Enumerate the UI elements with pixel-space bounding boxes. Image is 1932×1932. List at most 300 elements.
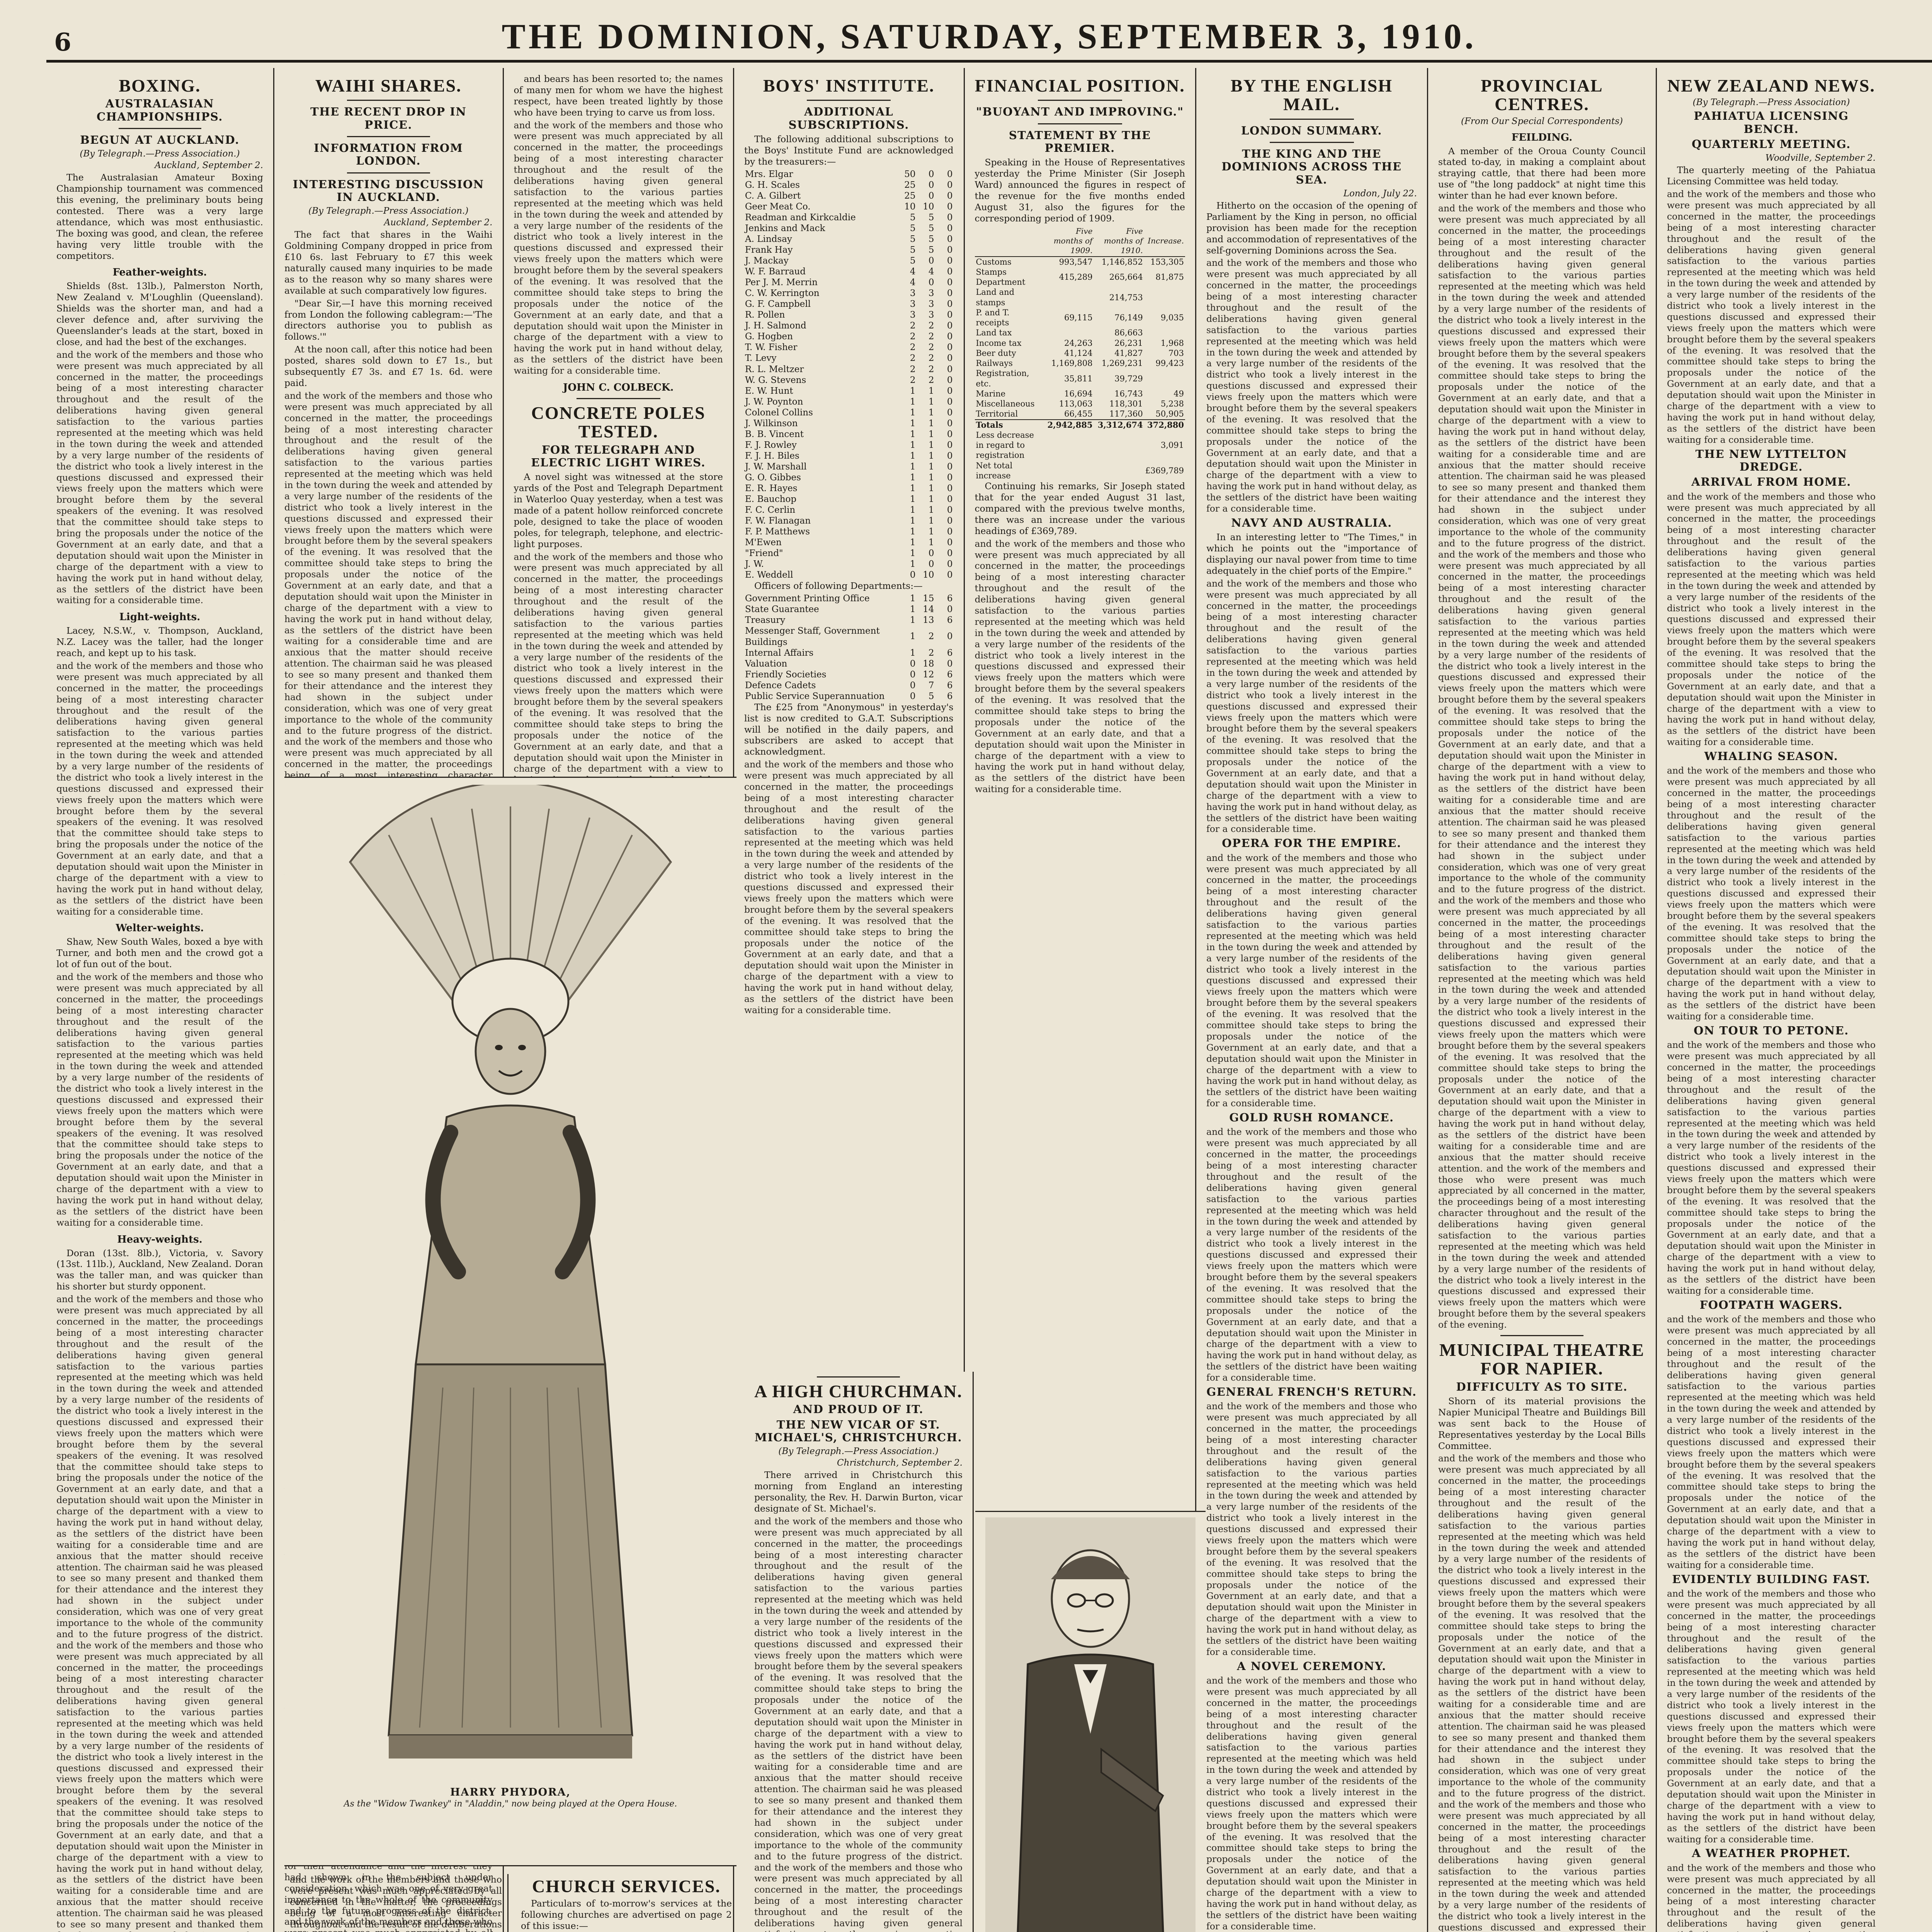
revenue-column-header: Five months of 1910. [1094,226,1144,257]
subscription-row [744,429,954,440]
article-body [1667,1314,1876,1570]
revenue-row [975,461,1185,481]
amount-cell: 1 [928,516,934,526]
article-subhead: FOR TELEGRAPH AND ELECTRIC LIGHT WIRES. [531,443,706,469]
revenue-cell: 24,263 [1064,338,1093,348]
amount-cell: 1 [928,418,934,429]
article-subhead: GENERAL FRENCH'S RETURN. [1206,1385,1417,1398]
paragraph: Lacey, N.S.W., v. Thompson, Auckland, N.Z. Lacey was the taller, had the longer reach, and kept up to his task. [56,625,263,659]
subscription-row [744,418,954,429]
revenue-cell: Beer duty [976,348,1016,358]
article-subhead: AUSTRALASIAN CHAMPIONSHIPS. [97,97,223,123]
article-subhead: STATEMENT BY THE PREMIER. [1009,128,1151,155]
revenue-cell: 5,238 [1160,399,1184,409]
revenue-cell: 81,875 [1155,272,1184,282]
amount-cell: 1 [910,440,916,450]
revenue-cell: Net total increase [976,461,1013,480]
amount-cell: 0 [910,680,916,690]
revenue-cell [1043,430,1094,461]
amount-cell: 0 [947,212,953,223]
dateline: Auckland, September 2. [155,160,263,171]
amount-cell: 2 [928,342,934,353]
amount-cell: 5 [910,234,916,244]
amount-cell: 4 [928,267,934,277]
article-subhead: GOLD RUSH ROMANCE. [1229,1111,1394,1124]
subscription-row [744,505,954,515]
revenue-cell [1094,461,1144,481]
revenue-row [975,420,1185,430]
revenue-row [975,267,1185,287]
revenue-cell: P. and T. receipts [976,308,1010,328]
subscription-row [744,669,954,680]
amount-cell: 5 [910,256,916,266]
amount-cell: 1 [910,537,916,548]
revenue-cell: 265,664 [1109,272,1143,282]
subscription-row [744,277,954,288]
amount-cell: 2 [928,321,934,331]
amount-cell: 0 [947,386,953,396]
amount-cell: 1 [910,516,916,526]
newspaper-page [46,19,1932,1932]
amount-cell: 5 [928,223,934,233]
column-new-zealand-news [1657,68,1886,1932]
subscription-row [744,386,954,396]
article-subhead: LONDON SUMMARY. [1241,124,1382,137]
revenue-cell: 3,091 [1160,440,1184,450]
amount-cell: 1 [928,505,934,515]
paragraph: A novel sight was witnessed at the store yards of the Post and Telegraph Department in Waterloo Quay yesterday, when a test was made of a patent hollow reinforced concrete pole, designed to take the place of wooden poles, for telegraph, telephone, and electric-light purposes. [514,471,723,549]
article-body [754,1516,963,1932]
revenue-cell: 41,827 [1114,348,1143,358]
amount-cell: 0 [947,267,953,277]
amount-cell: 0 [947,516,953,526]
article-body [514,120,723,376]
subscription-row [744,515,954,526]
amount-cell: 0 [947,527,953,537]
masthead [46,19,1932,63]
subscriber-name: J. W. [745,559,764,570]
amount-cell: 0 [947,375,953,385]
subscription-row [744,494,954,505]
subscriber-name: C. W. Kerrington [745,288,820,299]
subscription-row [744,648,954,658]
amount-cell: 0 [947,472,953,483]
subscription-row [744,407,954,418]
amount-cell: 1 [928,494,934,505]
revenue-cell [1144,287,1185,308]
subscriptions-table [744,169,954,581]
subscriber-name: Colonel Collins [745,407,813,418]
subscriber-name: Internal Affairs [745,648,814,658]
revenue-cell: Land and stamps [976,287,1015,307]
amount-cell: 1 [928,483,934,494]
figure-caption: HARRY PHYDORA, [450,1786,571,1798]
subscription-row [744,461,954,472]
article-headline: BY THE ENGLISH MAIL. [1230,76,1393,114]
amount-cell: 1 [928,472,934,483]
paragraph: Particulars of to-morrow's services at the following churches are advertised on page 2 of this issue:— [521,1898,732,1932]
revenue-cell: 1,968 [1160,338,1184,348]
subscription-row [744,234,954,245]
amount-cell: 0 [947,396,953,407]
revenue-column-header: Five months of 1909. [1043,226,1094,257]
article-body [290,1874,502,1932]
amount-cell: 0 [947,559,953,570]
subscriber-name: Treasury [745,615,786,626]
revenue-cell: Territorial [976,409,1018,419]
subscriber-name: State Guarantee [745,604,819,615]
subscriber-name: G. Hogben [745,332,793,342]
amount-cell: 1 [910,648,916,658]
subscriber-name: Frank Hay [745,245,793,255]
subscriber-name: Mrs. Elgar [745,169,793,179]
subscription-row [744,190,954,201]
paragraph: The quarterly meeting of the Pahiatua Licensing Committee was held today. [1667,165,1876,187]
amount-cell: 5 [928,212,934,223]
revenue-cell: 2,942,885 [1043,420,1094,430]
column-provincial-centres [1428,68,1657,1932]
amount-cell: 25 [904,190,916,201]
amount-cell: 0 [947,190,953,201]
article-body [1667,765,1876,1022]
subscriber-name: C. A. Gilbert [745,190,801,201]
amount-cell: 6 [947,648,953,658]
article-body [1206,578,1417,835]
column-english-mail [1196,68,1428,1932]
subscriber-name: B. B. Vincent [745,429,804,439]
revenue-cell: 16,743 [1114,389,1143,398]
subscription-row [744,604,954,615]
amount-cell: 1 [910,396,916,407]
paragraph: Officers of following Departments:— [754,580,923,592]
subscription-row [744,615,954,626]
amount-cell: 0 [910,691,916,701]
subscription-row [744,255,954,266]
subscriber-name: G. O. Gibbes [745,472,801,483]
subscription-row [744,537,954,548]
article-body [1206,1126,1417,1383]
subscription-row [744,691,954,702]
subscription-row [744,483,954,494]
revenue-row [975,348,1185,358]
subscriber-name: Public Service Superannuation [745,691,885,701]
paragraph: Shorn of its material provisions the Napier Municipal Theatre and Buildings Bill was sent back to the House of Representatives yesterday by the Local Bills Committee. [1438,1395,1646,1451]
subscription-row [744,245,954,255]
amount-cell: 3 [910,288,916,299]
revenue-cell: 703 [1168,348,1184,358]
article-body [1206,852,1417,1109]
amount-cell: 6 [947,594,953,604]
subscriber-name: E. Weddell [745,570,793,580]
subscriber-name: Messenger Staff, Government Buildings [745,626,880,647]
article-subhead: AND PROUD OF IT. [793,1403,924,1416]
article-body [1667,1588,1876,1845]
article-subhead: THE RECENT DROP IN PRICE. [310,105,467,131]
paragraph: The fact that shares in the Waihi Goldmining Company dropped in price from £10 6s. last February to £7 this week naturally caused many inquiries to be made as to the reason why so many shares were available at such comparatively low figures. [284,229,493,296]
amount-cell: 0 [947,505,953,515]
amount-cell: 1 [928,429,934,439]
subscriber-name: Geer Meat Co. [745,201,811,212]
article-subhead: A NOVEL CEREMONY. [1237,1659,1386,1673]
amount-cell: 1 [910,386,916,396]
revenue-column-header: Increase. [1144,226,1185,257]
amount-cell: 2 [928,631,934,642]
amount-cell: 7 [928,680,934,690]
amount-cell: 5 [910,245,916,255]
paragraph: A member of the Oroua County Council stated to-day, in making a complaint about straying cattle, that there had been more use of "the long paddock" at night time this winter than he had ever known before. [1438,145,1646,201]
subscriber-name: E. W. Hunt [745,386,793,396]
revenue-cell: 26,231 [1114,338,1143,348]
amount-cell: 0 [947,570,953,580]
article-subhead: THE NEW VICAR OF ST. MICHAEL'S, CHRISTCHURCH. [754,1418,963,1444]
amount-cell: 0 [947,332,953,342]
article-subhead: OPERA FOR THE EMPIRE. [1222,837,1401,850]
revenue-cell: Totals [975,420,1044,430]
article-subhead: INTERESTING DISCUSSION IN AUCKLAND. [293,177,484,204]
article-subhead: FOOTPATH WAGERS. [1699,1298,1843,1311]
article-headline: BOYS' INSTITUTE. [763,76,935,95]
subscription-row [744,364,954,375]
article-headline: FINANCIAL POSITION. [975,76,1185,95]
dateline: London, July 22. [1343,188,1417,199]
amount-cell: 0 [947,223,953,233]
amount-cell: 0 [947,234,953,244]
amount-cell: 5 [928,691,934,701]
article-headline: A HIGH CHURCHMAN. [754,1381,963,1401]
amount-cell: 0 [947,277,953,288]
revenue-row [975,399,1185,409]
revenue-cell: Income tax [976,338,1022,348]
article-subhead: BEGUN AT AUCKLAND. [80,133,240,146]
amount-cell: 2 [928,332,934,342]
hugh-ward-portrait [985,1517,1196,1932]
subscription-row [744,472,954,483]
article-body [1438,1453,1646,1932]
revenue-cell: Miscellaneous [976,399,1035,409]
subscription-row [744,320,954,331]
subscription-row [744,570,954,580]
subscriber-name: E. Bauchop [745,494,797,505]
article-headline: CONCRETE POLES TESTED. [531,403,706,442]
amount-cell: 10 [923,201,934,212]
harry-phydora-illustration [296,785,725,1782]
subscription-row [744,375,954,386]
amount-cell: 1 [928,451,934,461]
subscription-row [744,526,954,537]
revenue-cell: Registration, etc. [976,369,1029,388]
article-subhead: WHALING SEASON. [1704,750,1838,763]
paragraph: The Australasian Amateur Boxing Championship tournament was commenced this evening, the preliminary bouts being contested. There was a very large attendance, which was most enthusiastic. The boxing was good, and clean, the referee having very little trouble with the competitors. [56,172,263,261]
paragraph: Hitherto on the occasion of the opening of Parliament by the King in person, no official provision has been made for the reception and accommodation of representatives of the self-governing Dominions across the Sea. [1206,200,1417,256]
amount-cell: 1 [928,386,934,396]
revenue-cell: 69,115 [1064,313,1093,323]
amount-cell: 1 [910,604,916,615]
subscription-row [744,680,954,691]
revenue-cell: 113,063 [1059,399,1093,409]
paragraph: In an interesting letter to "The Times," in which he points out the "importance of displaying our naval power from time to time adequately in the chief ports of the Empire." [1206,532,1417,576]
column-boxing [46,68,274,1932]
revenue-cell: 66,455 [1064,409,1093,419]
amount-cell: 0 [928,190,934,201]
article-subhead: "BUOYANT AND IMPROVING." [976,105,1184,119]
article-body [744,759,954,1015]
subscriber-name: T. W. Fisher [745,342,798,353]
column-high-churchman [744,1372,974,1932]
amount-cell: 3 [910,299,916,310]
paragraph: Continuing his remarks, Sir Joseph stated that for the year ended August 31 last, compared with the previous twelve months, there was an increase under the various headings of £369,789. [975,481,1185,536]
paragraph: The £25 from "Anonymous" in yesterday's list is now credited to G.A.T. Subscriptions will be notified in the daily papers, and subscribers are asked to accept that acknowledgment. [744,701,954,757]
amount-cell: 2 [910,321,916,331]
revenue-row [975,389,1185,399]
subscriber-name: E. R. Hayes [745,483,798,494]
amount-cell: 1 [928,537,934,548]
amount-cell: 1 [910,631,916,642]
paragraph: There arrived in Christchurch this morning from England an interesting personality, the Rev. H. Darwin Burton, vicar designate of St. Michael's. [754,1469,963,1514]
subscriber-name: W. G. Stevens [745,375,806,385]
revenue-cell [1043,328,1094,338]
amount-cell: 5 [928,234,934,244]
revenue-cell: 39,729 [1114,374,1143,383]
subscriber-name: Government Printing Office [745,594,870,604]
amount-cell: 0 [947,461,953,472]
paragraph: Shaw, New South Wales, boxed a bye with Turner, and both men and the crowd got a lot of fun out of the bout. [56,936,263,970]
dateline: Auckland, September 2. [384,218,493,228]
amount-cell: 1 [910,472,916,483]
article-body [1667,1862,1876,1932]
amount-cell: 0 [928,277,934,288]
wire-credit: (By Telegraph.—Press Association.) [778,1446,939,1457]
revenue-cell [1043,461,1094,481]
amount-cell: 12 [923,669,934,680]
amount-cell: 13 [923,615,934,626]
amount-cell: 6 [947,691,953,701]
subscription-row [744,658,954,669]
amount-cell: 5 [910,212,916,223]
amount-cell: 1 [910,527,916,537]
amount-cell: 3 [928,288,934,299]
amount-cell: 0 [947,201,953,212]
subscription-row [744,559,954,570]
amount-cell: 0 [928,256,934,266]
revenue-cell: 118,301 [1109,399,1143,409]
amount-cell: 0 [947,483,953,494]
revenue-row [975,430,1185,461]
paragraph: Speaking in the House of Representatives yesterday the Prime Minister (Sir Joseph Ward) announced the figures in respect of the revenue for the five months ended August 31, also the figures for the corresponding period of 1909. [975,157,1185,224]
subscriber-name: T. Levy [745,353,777,364]
page-number: 6 [54,28,71,57]
subscriber-name: J. H. Salmond [745,321,806,331]
article-subhead: INFORMATION FROM LONDON. [314,141,463,168]
paragraph: At the noon call, after this notice had been posted, shares sold down to £7 1s., but subsequently £7 3s. and £7 1s. 6d. were paid. [284,344,493,388]
subscription-row [744,223,954,234]
amount-cell: 0 [947,537,953,548]
revenue-cell [1094,430,1144,461]
revenue-cell: 1,269,231 [1101,359,1143,368]
amount-cell: 5 [910,223,916,233]
amount-cell: 0 [947,604,953,615]
column-church-services [516,1874,736,1932]
amount-cell: 1 [928,407,934,418]
subscription-row [744,451,954,461]
revenue-cell [1144,368,1185,389]
revenue-cell: 372,880 [1144,420,1185,430]
paragraph: Doran (13st. 8lb.), Victoria, v. Savory (13st. 11lb.), Auckland, New Zealand. Doran was the taller man, and was quicker than his shorter but sturdy opponent. [56,1247,263,1292]
article-headline: MUNICIPAL THEATRE FOR NAPIER. [1439,1340,1645,1379]
amount-cell: 5 [928,245,934,255]
revenue-row [975,257,1185,267]
article-subhead: A WEATHER PROPHET. [1692,1847,1851,1860]
revenue-table [975,226,1185,481]
amount-cell: 0 [928,180,934,190]
subscriber-name: A. Lindsay [745,234,792,244]
revenue-cell: 41,124 [1064,348,1093,358]
subscriber-name: Valuation [745,658,787,669]
subscriber-name: R. L. Meltzer [745,364,804,374]
article-headline: WAIHI SHARES. [315,76,462,95]
amount-cell: 1 [910,548,916,559]
amount-cell: 6 [947,615,953,626]
amount-cell: 2 [910,375,916,385]
revenue-row [975,338,1185,348]
revenue-cell: Stamps Department [976,267,1026,287]
amount-cell: 15 [923,594,934,604]
amount-cell: 0 [947,310,953,320]
article-body [56,1294,263,1932]
article-headline: CHURCH SERVICES. [532,1876,721,1896]
amount-cell: 3 [910,310,916,320]
revenue-cell: 993,547 [1059,257,1093,267]
subscription-row [744,169,954,180]
article-body [1206,257,1417,514]
amount-cell: 4 [910,267,916,277]
amount-cell: 0 [947,451,953,461]
amount-cell: 0 [947,180,953,190]
amount-cell: 0 [947,418,953,429]
revenue-cell: 1,146,852 [1101,257,1143,267]
subscription-row [744,626,954,647]
revenue-cell: 153,305 [1150,257,1184,267]
amount-cell: 0 [947,169,953,179]
revenue-cell: 1,169,808 [1051,359,1093,368]
article-body [1438,203,1646,1330]
article-body [1667,491,1876,748]
amount-cell: 10 [923,570,934,580]
figure-hugh-ward [975,1511,1206,1932]
article-body [56,660,263,917]
revenue-cell: Customs [976,257,1012,267]
amount-cell: 10 [904,201,916,212]
amount-cell: 0 [947,548,953,559]
amount-cell: 6 [947,680,953,690]
amount-cell: 0 [910,570,916,580]
amount-cell: 1 [910,407,916,418]
subscriber-name: Friendly Societies [745,669,827,680]
revenue-cell: 76,149 [1114,313,1143,323]
amount-cell: 1 [910,505,916,515]
article-body [514,551,723,808]
amount-cell: 0 [910,658,916,669]
subscriber-name: J. Mackay [745,256,789,266]
revenue-cell: 9,035 [1160,313,1184,323]
revenue-cell: 49 [1173,389,1184,398]
amount-cell: 1 [910,461,916,472]
amount-cell: 0 [928,169,934,179]
revenue-row [975,287,1185,308]
subscriber-name: M'Ewen [745,537,782,548]
revenue-row [975,368,1185,389]
subscriber-name: R. Pollen [745,310,785,320]
subscriber-name: J. Wilkinson [745,418,798,429]
